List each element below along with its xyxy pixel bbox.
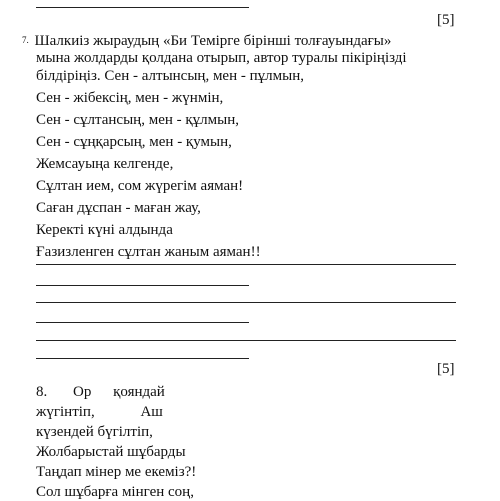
q8-word: Ор bbox=[73, 384, 92, 400]
q7-poem-line: Саған дұспан - маған жау, bbox=[36, 200, 201, 216]
q7-poem-line: Сен - сұңқарсың, мен - қумын, bbox=[36, 134, 232, 150]
q7-poem-line: Сен - жібексің, мен - жүнмін, bbox=[36, 90, 224, 106]
q8-word: жүгінтіп, bbox=[36, 404, 95, 420]
q7-prompt-text-1: Шалкиіз жыраудың «Би Темірге бірінші толғауындағы» bbox=[34, 33, 392, 49]
q7-prompt-line3: білдіріңіз. Сен - алтынсың, мен - пұлмын, bbox=[36, 68, 304, 84]
q8-poem-line: Таңдап мінер ме екеміз?! bbox=[36, 464, 197, 480]
q7-prompt-line2: мына жолдарды қолдана отырып, автор туралы пікіріңізді bbox=[36, 50, 407, 66]
q7-number: 7. bbox=[22, 35, 29, 45]
q8-poem-line: Сол шұбарға мінген соң, bbox=[36, 484, 194, 500]
q8-poem-line: Жолбарыстай шұбарды bbox=[36, 444, 186, 460]
q7-poem-line: Сен - сұлтансың, мен - құлмын, bbox=[36, 112, 239, 128]
q8-poem-line2 bbox=[36, 403, 163, 421]
q7-score: [5] bbox=[437, 12, 455, 28]
q7-poem-line: Керекті күні алдында bbox=[36, 222, 173, 238]
q7-poem-line: Жемсауыңа келгенде, bbox=[36, 156, 174, 172]
answer-line[interactable] bbox=[36, 340, 456, 341]
q8-score: [5] bbox=[437, 361, 455, 377]
q8-poem-line: күзендей бүгілтіп, bbox=[36, 424, 153, 440]
q8-number: 8. bbox=[36, 384, 48, 400]
answer-line[interactable] bbox=[36, 285, 249, 286]
answer-line-top bbox=[36, 7, 249, 8]
q7-poem-line: Ғазизленген сұлтан жаным аяман!! bbox=[36, 244, 261, 260]
q7-poem-line: Сұлтан ием, сом жүрегім аяман! bbox=[36, 178, 244, 194]
answer-line[interactable] bbox=[36, 302, 456, 303]
answer-line[interactable] bbox=[36, 322, 249, 323]
q8-word: қояндай bbox=[113, 384, 165, 400]
answer-line[interactable] bbox=[36, 264, 456, 265]
q8-poem-line1 bbox=[36, 383, 165, 401]
q7-prompt-line1 bbox=[22, 31, 391, 50]
q8-word: Аш bbox=[140, 404, 163, 420]
answer-line[interactable] bbox=[36, 358, 249, 359]
